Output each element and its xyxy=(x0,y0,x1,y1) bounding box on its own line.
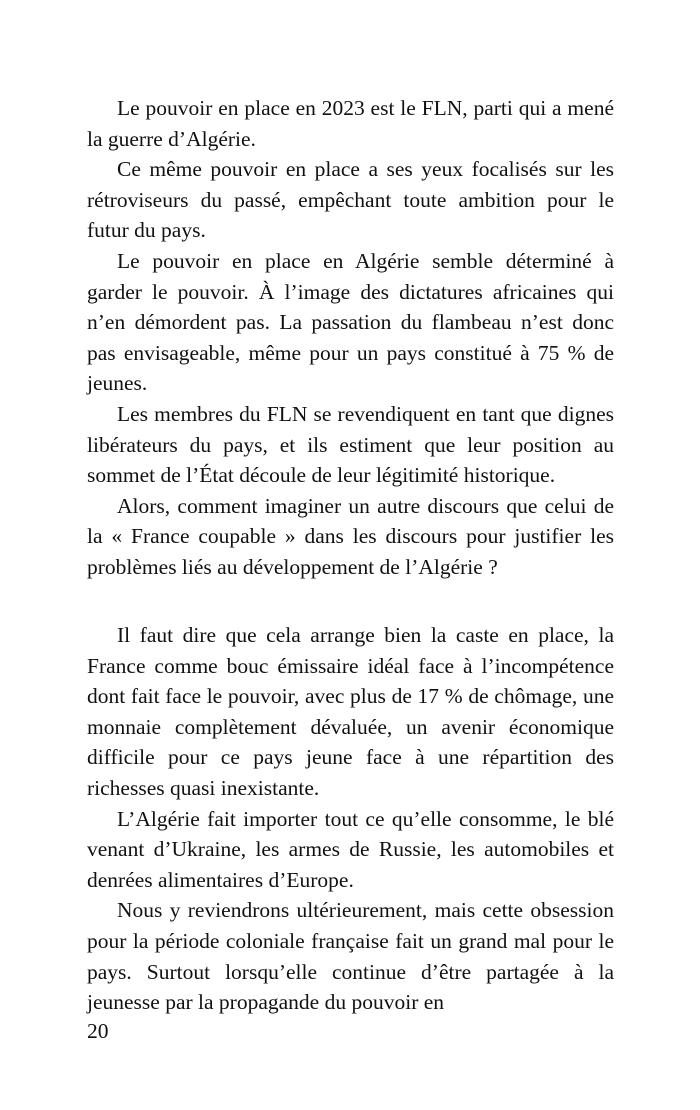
paragraph: Ce même pouvoir en place a ses yeux focalisés sur les rétroviseurs du passé, empêchant toute ambition pour le futur du pays. xyxy=(87,157,614,243)
paragraph: Alors, comment imaginer un autre discours que celui de la « France coupable » dans les discours pour justifier les problèmes liés au développement de l’Algérie ? xyxy=(87,493,614,579)
paragraph: Il faut dire que cela arrange bien la caste en place, la France comme bouc émissaire idéal face à l’incompétence dont fait face le pouvoir, avec plus de 17 % de chômage, une monnaie complètement dévaluée, un avenir économique difficile pour ce pays jeune face à une répartition des richesses quasi inexistante. xyxy=(87,623,614,800)
text-section-1 xyxy=(87,93,614,583)
paragraph: L’Algérie fait importer tout ce qu’elle consomme, le blé venant d’Ukraine, les armes de Russie, les automobiles et denrées alimentaires d’Europe. xyxy=(87,806,614,892)
text-section-2 xyxy=(87,620,614,1018)
paragraph: Le pouvoir en place en Algérie semble déterminé à garder le pouvoir. À l’image des dictatures africaines qui n’en démordent pas. La passation du flambeau n’est donc pas envisageable, même pour un pays constitué à 75 % de jeunes. xyxy=(87,248,614,396)
paragraph: Le pouvoir en place en 2023 est le FLN, parti qui a mené la guerre d’Algérie. xyxy=(87,96,614,151)
paragraph: Les membres du FLN se revendiquent en tant que dignes libérateurs du pays, et ils estiment que leur position au sommet de l’État découle de leur légitimité historique. xyxy=(87,401,614,488)
paragraph: Nous y reviendrons ultérieurement, mais cette obsession pour la période coloniale française fait un grand mal pour le pays. Surtout lorsqu’elle continue d’être partagée à la jeunesse par la propagande du pouvoir en xyxy=(87,898,614,1015)
page-number: 20 xyxy=(87,1019,109,1043)
